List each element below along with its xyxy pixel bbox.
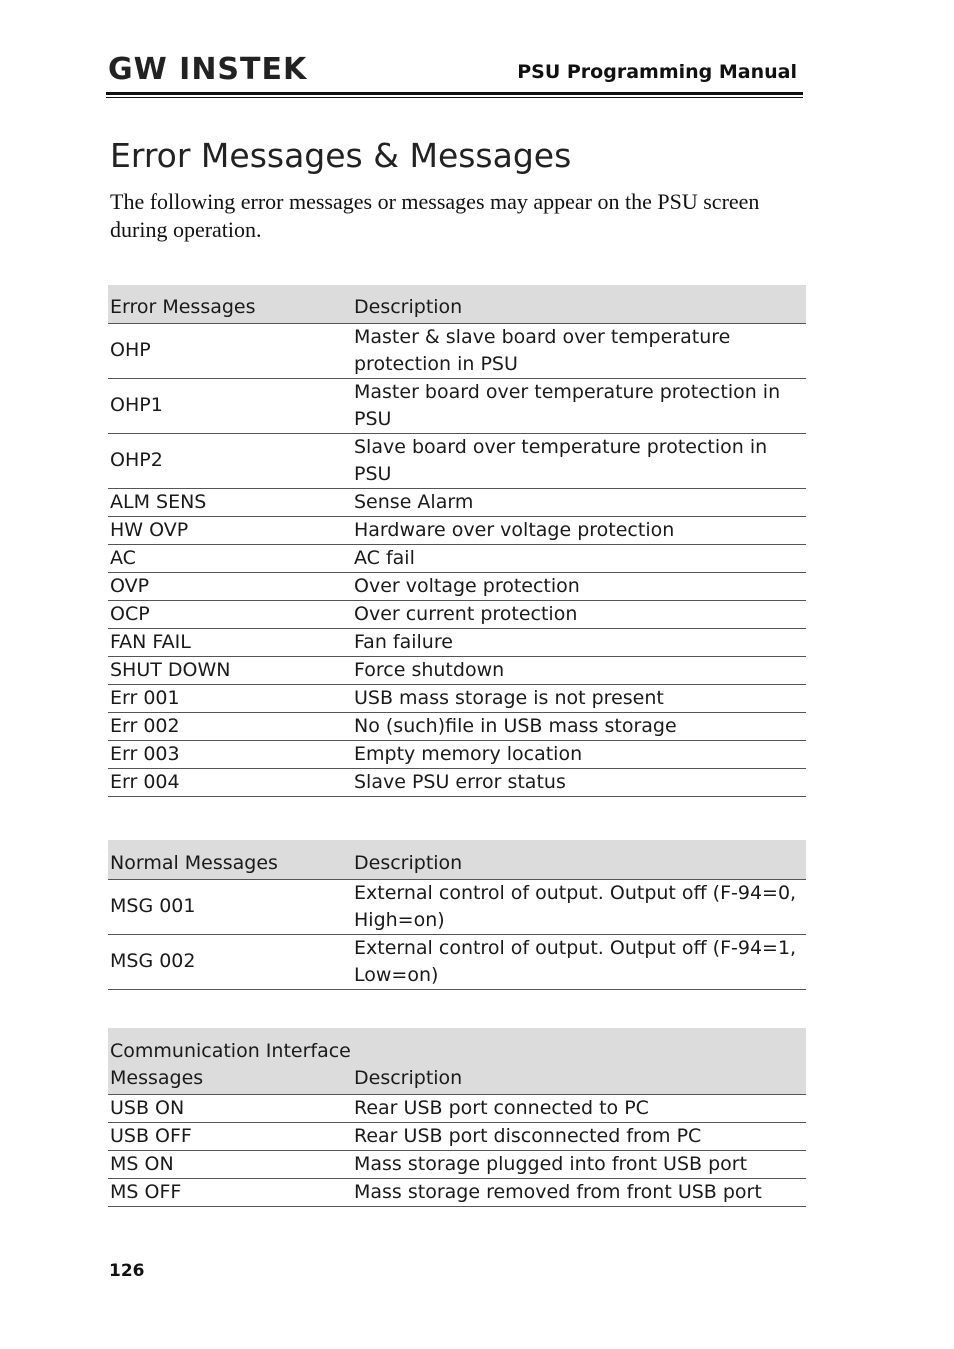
message-code: MS OFF	[108, 1178, 352, 1206]
message-description: Sense Alarm	[352, 488, 806, 516]
message-description: Master & slave board over temperature protection in PSU	[352, 323, 806, 378]
table-row	[108, 323, 806, 378]
message-code: USB OFF	[108, 1122, 352, 1150]
message-code: MS ON	[108, 1150, 352, 1178]
table-row	[108, 1094, 806, 1122]
table-header-row	[108, 1028, 806, 1094]
message-description: Over current protection	[352, 600, 806, 628]
table-row	[108, 879, 806, 934]
message-description: External control of output. Output off (F-94=1, Low=on)	[352, 934, 806, 989]
message-code: OCP	[108, 600, 352, 628]
page-title: Error Messages & Messages	[110, 136, 572, 175]
table-header-row	[108, 285, 806, 323]
message-description: Over voltage protection	[352, 572, 806, 600]
normal-messages-table	[108, 840, 806, 990]
message-description: Slave board over temperature protection in PSU	[352, 433, 806, 488]
message-code: Err 003	[108, 740, 352, 768]
table-row	[108, 516, 806, 544]
message-description: Rear USB port disconnected from PC	[352, 1122, 806, 1150]
table-row	[108, 934, 806, 989]
column-header: Description	[352, 840, 806, 879]
table-row	[108, 684, 806, 712]
table-row	[108, 1122, 806, 1150]
message-description: Slave PSU error status	[352, 768, 806, 796]
column-header: Communication Interface Messages	[108, 1028, 352, 1094]
message-code: MSG 001	[108, 879, 352, 934]
message-code: MSG 002	[108, 934, 352, 989]
table-row	[108, 1150, 806, 1178]
table-row	[108, 712, 806, 740]
column-header: Error Messages	[108, 285, 352, 323]
table-header-row	[108, 840, 806, 879]
message-description: AC fail	[352, 544, 806, 572]
message-code: Err 004	[108, 768, 352, 796]
message-description: Empty memory location	[352, 740, 806, 768]
table-row	[108, 600, 806, 628]
message-description: Mass storage plugged into front USB port	[352, 1150, 806, 1178]
table-row	[108, 433, 806, 488]
message-code: USB ON	[108, 1094, 352, 1122]
table-row	[108, 572, 806, 600]
manual-title: PSU Programming Manual	[517, 61, 797, 83]
table-row	[108, 544, 806, 572]
message-code: OHP2	[108, 433, 352, 488]
message-description: No (such)file in USB mass storage	[352, 712, 806, 740]
message-code: ALM SENS	[108, 488, 352, 516]
message-code: Err 001	[108, 684, 352, 712]
table-row	[108, 1178, 806, 1206]
column-header: Normal Messages	[108, 840, 352, 879]
page-number: 126	[109, 1261, 145, 1281]
message-description: Rear USB port connected to PC	[352, 1094, 806, 1122]
message-description: Hardware over voltage protection	[352, 516, 806, 544]
message-code: OHP	[108, 323, 352, 378]
intro-paragraph: The following error messages or messages may appear on the PSU screen during operation.	[110, 189, 760, 242]
brand-logo: GW INSTEK	[108, 52, 308, 87]
message-description: Mass storage removed from front USB port	[352, 1178, 806, 1206]
column-header: Description	[352, 1028, 806, 1094]
message-code: OVP	[108, 572, 352, 600]
header-rule-thin	[106, 97, 803, 98]
message-description: Fan failure	[352, 628, 806, 656]
table-row	[108, 656, 806, 684]
message-description: External control of output. Output off (F-94=0, High=on)	[352, 879, 806, 934]
message-description: Master board over temperature protection in PSU	[352, 378, 806, 433]
table-row	[108, 628, 806, 656]
message-code: AC	[108, 544, 352, 572]
message-description: USB mass storage is not present	[352, 684, 806, 712]
header-rule	[106, 92, 803, 95]
table-row	[108, 488, 806, 516]
table-row	[108, 740, 806, 768]
message-code: SHUT DOWN	[108, 656, 352, 684]
message-code: HW OVP	[108, 516, 352, 544]
error-messages-table	[108, 285, 806, 797]
communication-messages-table	[108, 1028, 806, 1207]
message-code: OHP1	[108, 378, 352, 433]
column-header: Description	[352, 285, 806, 323]
table-row	[108, 378, 806, 433]
table-row	[108, 768, 806, 796]
message-description: Force shutdown	[352, 656, 806, 684]
message-code: Err 002	[108, 712, 352, 740]
message-code: FAN FAIL	[108, 628, 352, 656]
